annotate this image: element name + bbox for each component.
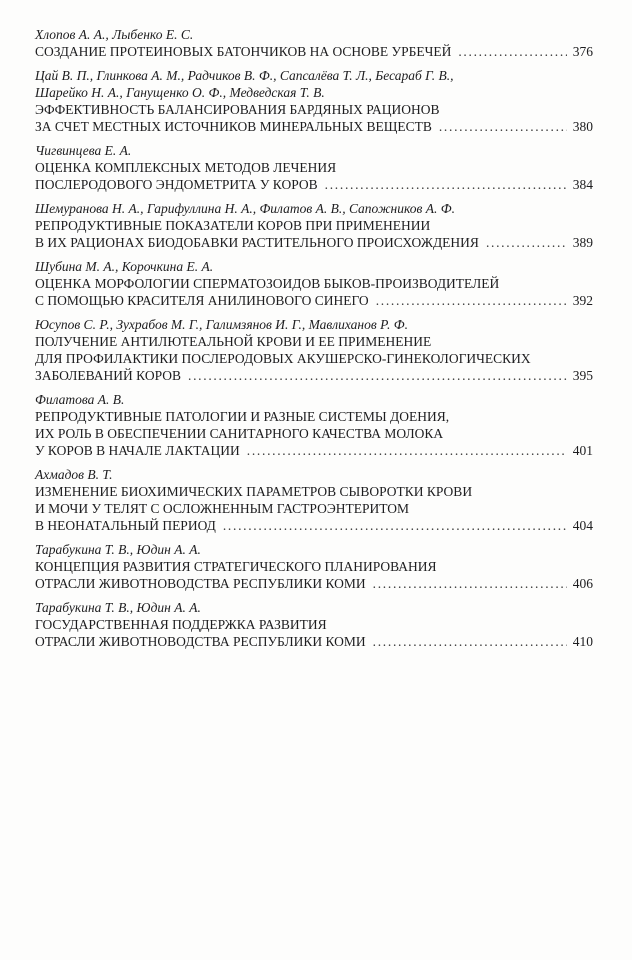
entry-title-last-line: [35, 633, 593, 650]
entry-title-last-line: [35, 43, 593, 60]
toc-entry: [35, 316, 593, 384]
entry-title-line: ГОСУДАРСТВЕННАЯ ПОДДЕРЖКА РАЗВИТИЯ: [35, 617, 327, 632]
entry-title-line: РЕПРОДУКТИВНЫЕ ПАТОЛОГИИ И РАЗНЫЕ СИСТЕМЫ ДОЕНИЯ,: [35, 409, 450, 424]
entry-title: [35, 275, 593, 309]
entry-authors-line: Чигвинцева Е. А.: [35, 143, 132, 158]
entry-page-number: 384: [572, 177, 593, 192]
dot-leader: [376, 292, 567, 309]
entry-authors: [35, 316, 593, 333]
entry-title-text: У КОРОВ В НАЧАЛЕ ЛАКТАЦИИ: [35, 443, 240, 458]
entry-title-line: ИХ РОЛЬ В ОБЕСПЕЧЕНИИ САНИТАРНОГО КАЧЕСТВА МОЛОКА: [35, 426, 444, 441]
entry-authors: [35, 466, 593, 483]
entry-title-text: ОТРАСЛИ ЖИВОТНОВОДСТВА РЕСПУБЛИКИ КОМИ: [35, 634, 366, 649]
toc-list: [35, 26, 593, 657]
entry-title-last-line: [35, 118, 593, 135]
dot-leader: [439, 118, 567, 135]
dot-leader: [373, 575, 567, 592]
entry-title: [35, 408, 593, 459]
entry-title-text: В ИХ РАЦИОНАХ БИОДОБАВКИ РАСТИТЕЛЬНОГО ПРОИСХОЖДЕНИЯ: [35, 235, 479, 250]
entry-title: [35, 333, 593, 384]
entry-title-text: ЗАБОЛЕВАНИЙ КОРОВ: [35, 368, 182, 383]
entry-title-last-line: [35, 517, 593, 534]
entry-authors-line: Тарабукина Т. В., Юдин А. А.: [35, 600, 201, 615]
entry-authors: [35, 599, 593, 616]
entry-title-text: ЗА СЧЕТ МЕСТНЫХ ИСТОЧНИКОВ МИНЕРАЛЬНЫХ ВЕЩЕСТВ: [35, 119, 432, 134]
entry-title-line: И МОЧИ У ТЕЛЯТ С ОСЛОЖНЕННЫМ ГАСТРОЭНТЕРИТОМ: [35, 501, 410, 516]
toc-entry: [35, 541, 593, 592]
entry-page-number: 380: [572, 119, 593, 134]
entry-authors-line: Юсупов С. Р., Зухрабов М. Г., Галимзянов И. Г., Мавлиханов Р. Ф.: [35, 317, 408, 332]
entry-authors-line: Хлопов А. А., Лыбенко Е. С.: [35, 27, 194, 42]
entry-title-line: РЕПРОДУКТИВНЫЕ ПОКАЗАТЕЛИ КОРОВ ПРИ ПРИМЕНЕНИИ: [35, 218, 431, 233]
toc-entry: [35, 391, 593, 459]
entry-title-line: КОНЦЕПЦИЯ РАЗВИТИЯ СТРАТЕГИЧЕСКОГО ПЛАНИРОВАНИЯ: [35, 559, 437, 574]
entry-title: [35, 483, 593, 534]
entry-authors: [35, 258, 593, 275]
dot-leader: [188, 367, 567, 384]
entry-authors-line: Цай В. П., Глинкова А. М., Радчиков В. Ф., Сапсалёва Т. Л., Бесараб Г. В.,: [35, 68, 454, 83]
entry-page-number: 406: [572, 576, 593, 591]
entry-page-number: 401: [572, 443, 593, 458]
entry-title: [35, 159, 593, 193]
entry-authors-line: Шубина М. А., Корочкина Е. А.: [35, 259, 214, 274]
toc-entry: [35, 599, 593, 650]
entry-title-last-line: [35, 234, 593, 251]
entry-authors-line: Шарейко Н. А., Ганущенко О. Ф., Медведская Т. В.: [35, 85, 325, 100]
entry-title-line: ИЗМЕНЕНИЕ БИОХИМИЧЕСКИХ ПАРАМЕТРОВ СЫВОРОТКИ КРОВИ: [35, 484, 473, 499]
entry-authors-line: Ахмадов В. Т.: [35, 467, 113, 482]
entry-title-last-line: [35, 442, 593, 459]
entry-title-line: ОЦЕНКА МОРФОЛОГИИ СПЕРМАТОЗОИДОВ БЫКОВ-ПРОИЗВОДИТЕЛЕЙ: [35, 276, 500, 291]
entry-authors: [35, 142, 593, 159]
entry-title-text: СОЗДАНИЕ ПРОТЕИНОВЫХ БАТОНЧИКОВ НА ОСНОВЕ УРБЕЧЕЙ: [35, 44, 452, 59]
dot-leader: [458, 43, 566, 60]
entry-title-line: ПОЛУЧЕНИЕ АНТИЛЮТЕАЛЬНОЙ КРОВИ И ЕЕ ПРИМЕНЕНИЕ: [35, 334, 432, 349]
entry-title-text: ОТРАСЛИ ЖИВОТНОВОДСТВА РЕСПУБЛИКИ КОМИ: [35, 576, 366, 591]
entry-page-number: 395: [572, 368, 593, 383]
entry-title-last-line: [35, 176, 593, 193]
entry-page-number: 404: [572, 518, 593, 533]
entry-page-number: 392: [572, 293, 593, 308]
toc-entry: [35, 26, 593, 60]
entry-authors-line: Тарабукина Т. В., Юдин А. А.: [35, 542, 201, 557]
entry-authors: [35, 200, 593, 217]
entry-title-line: ДЛЯ ПРОФИЛАКТИКИ ПОСЛЕРОДОВЫХ АКУШЕРСКО-ГИНЕКОЛОГИЧЕСКИХ: [35, 351, 531, 366]
toc-entry: [35, 200, 593, 251]
dot-leader: [223, 517, 567, 534]
entry-title: [35, 217, 593, 251]
dot-leader: [486, 234, 567, 251]
dot-leader: [325, 176, 567, 193]
entry-page-number: 410: [572, 634, 593, 649]
entry-title: [35, 43, 593, 60]
entry-title-line: ЭФФЕКТИВНОСТЬ БАЛАНСИРОВАНИЯ БАРДЯНЫХ РАЦИОНОВ: [35, 102, 440, 117]
entry-title: [35, 101, 593, 135]
entry-authors: [35, 541, 593, 558]
toc-entry: [35, 67, 593, 135]
entry-authors-line: Шемуранова Н. А., Гарифуллина Н. А., Филатов А. В., Сапожников А. Ф.: [35, 201, 455, 216]
entry-title-text: В НЕОНАТАЛЬНЫЙ ПЕРИОД: [35, 518, 216, 533]
entry-authors: [35, 67, 593, 101]
entry-page-number: 389: [572, 235, 593, 250]
entry-title-line: ОЦЕНКА КОМПЛЕКСНЫХ МЕТОДОВ ЛЕЧЕНИЯ: [35, 160, 337, 175]
entry-page-number: 376: [572, 44, 593, 59]
entry-authors-line: Филатова А. В.: [35, 392, 125, 407]
toc-entry: [35, 258, 593, 309]
entry-title: [35, 558, 593, 592]
entry-authors: [35, 26, 593, 43]
toc-entry: [35, 466, 593, 534]
entry-title: [35, 616, 593, 650]
entry-title-last-line: [35, 292, 593, 309]
entry-title-last-line: [35, 575, 593, 592]
dot-leader: [247, 442, 567, 459]
entry-title-last-line: [35, 367, 593, 384]
dot-leader: [373, 633, 567, 650]
entry-authors: [35, 391, 593, 408]
entry-title-text: С ПОМОЩЬЮ КРАСИТЕЛЯ АНИЛИНОВОГО СИНЕГО: [35, 293, 369, 308]
toc-entry: [35, 142, 593, 193]
entry-title-text: ПОСЛЕРОДОВОГО ЭНДОМЕТРИТА У КОРОВ: [35, 177, 318, 192]
